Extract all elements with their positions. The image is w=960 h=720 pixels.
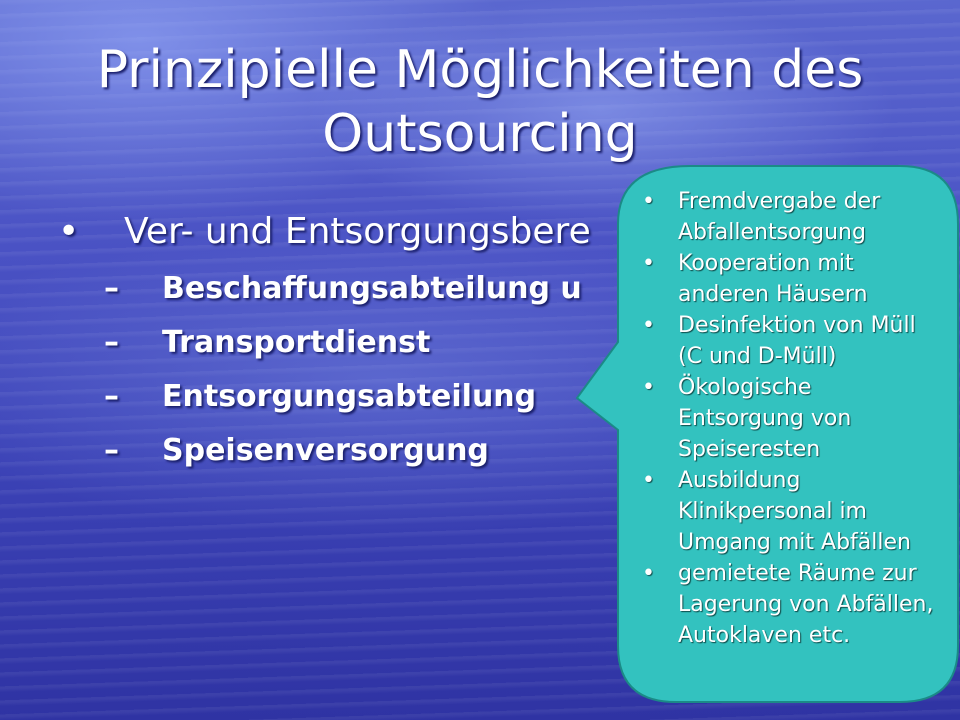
callout-item-text: Desinfektion von Müll (C und D-Müll): [678, 313, 916, 369]
callout-item: [638, 186, 938, 248]
bullet-dot-icon: •: [642, 313, 655, 338]
dash-icon: –: [104, 271, 119, 306]
callout-item: [638, 558, 938, 651]
dash-icon: –: [104, 325, 119, 360]
callout-item: [638, 310, 938, 372]
bullet-dot-icon: •: [58, 211, 80, 252]
sub-item-text: Speisenversorgung: [162, 433, 489, 468]
callout-item-text: Fremdvergabe der Abfallentsorgung: [678, 189, 881, 245]
sub-item-text: Entsorgungsabteilung: [162, 379, 537, 414]
dash-icon: –: [104, 433, 119, 468]
callout-item: [638, 465, 938, 558]
slide-title-line-2: Outsourcing: [322, 104, 638, 164]
callout-item-text: gemietete Räume zur Lagerung von Abfällen, Autoklaven etc.: [678, 561, 934, 648]
dash-icon: –: [104, 379, 119, 414]
callout-item-text: Ökologische Entsorgung von Speiseresten: [678, 375, 852, 462]
main-bullet-text: Ver- und Entsorgungsbere: [124, 211, 591, 252]
callout-item-text: Ausbildung Klinikpersonal im Umgang mit Abfällen: [678, 468, 911, 555]
callout-list: [638, 186, 938, 651]
sub-item-text: Beschaffungsabteilung u: [162, 271, 582, 306]
callout-item: [638, 372, 938, 465]
bullet-dot-icon: •: [642, 189, 655, 214]
bullet-dot-icon: •: [642, 251, 655, 276]
callout-item: [638, 248, 938, 310]
callout-item-text: Kooperation mit anderen Häusern: [678, 251, 868, 307]
bullet-dot-icon: •: [642, 375, 655, 400]
bullet-dot-icon: •: [642, 561, 655, 586]
bullet-dot-icon: •: [642, 468, 655, 493]
sub-item-text: Transportdienst: [162, 325, 431, 360]
slide-title-line-1: Prinzipielle Möglichkeiten des: [96, 40, 864, 100]
